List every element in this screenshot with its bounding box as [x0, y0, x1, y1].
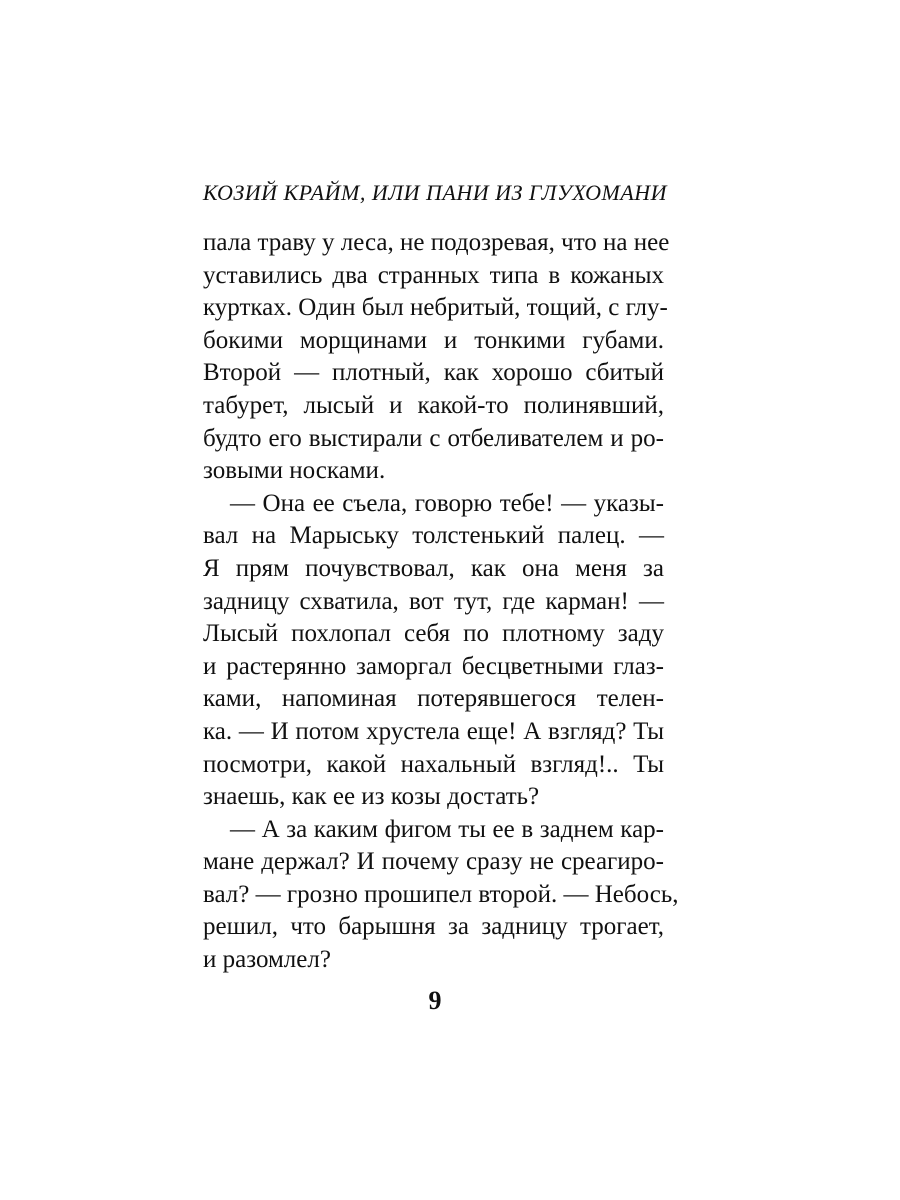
text-line: ками, напоминая потерявшегося телен- — [203, 685, 664, 713]
text-line: и растерянно заморгал бесцветными глаз- — [203, 652, 664, 680]
text-line: ка. — И потом хрустела еще! А взгляд? Ты — [203, 717, 664, 745]
paragraph — [203, 227, 670, 488]
text-line: будто его выстирали с отбеливателем и ро- — [203, 424, 664, 452]
text-line: уставились два странных типа в кожаных — [203, 261, 664, 289]
text-line: Лысый похлопал себя по плотному заду — [203, 620, 664, 648]
text-line: мане держал? И почему сразу не среагиро- — [203, 848, 664, 876]
text-line: Второй — плотный, как хорошо сбитый — [203, 359, 664, 387]
text-line: — А за каким фигом ты ее в заднем кар- — [230, 815, 664, 843]
text-line: посмотри, какой нахальный взгляд!.. Ты — [203, 750, 664, 778]
text-line: задницу схватила, вот тут, где карман! — — [203, 587, 664, 615]
text-line: пала траву у леса, не подозревая, что на нее — [203, 229, 670, 256]
text-line: знаешь, как ее из козы достать? — [203, 783, 540, 811]
text-line: табурет, лысый и какой-то полинявший, — [203, 391, 664, 419]
text-line: — Она ее съела, говорю тебе! — указы- — [230, 489, 664, 517]
body-text — [203, 227, 679, 977]
text-line: решил, что барышня за задницу трогает, — [203, 913, 664, 941]
paragraph — [203, 488, 664, 814]
text-line: куртках. Один был небритый, тощий, с глу- — [203, 294, 668, 322]
text-line: вал на Марыську толстенький палец. — — [203, 522, 664, 550]
text-line: вал? — грозно прошипел второй. — Небось, — [203, 880, 679, 908]
text-line: бокими морщинами и тонкими губами. — [203, 326, 664, 354]
text-line: Я прям почувствовал, как она меня за — [203, 554, 664, 582]
text-line: и разомлел? — [203, 946, 331, 974]
page-number: 9 — [428, 986, 442, 1015]
paragraph — [203, 814, 679, 977]
text-line: зовыми носками. — [203, 457, 386, 485]
running-head: КОЗИЙ КРАЙМ, ИЛИ ПАНИ ИЗ ГЛУХОМАНИ — [202, 180, 668, 205]
